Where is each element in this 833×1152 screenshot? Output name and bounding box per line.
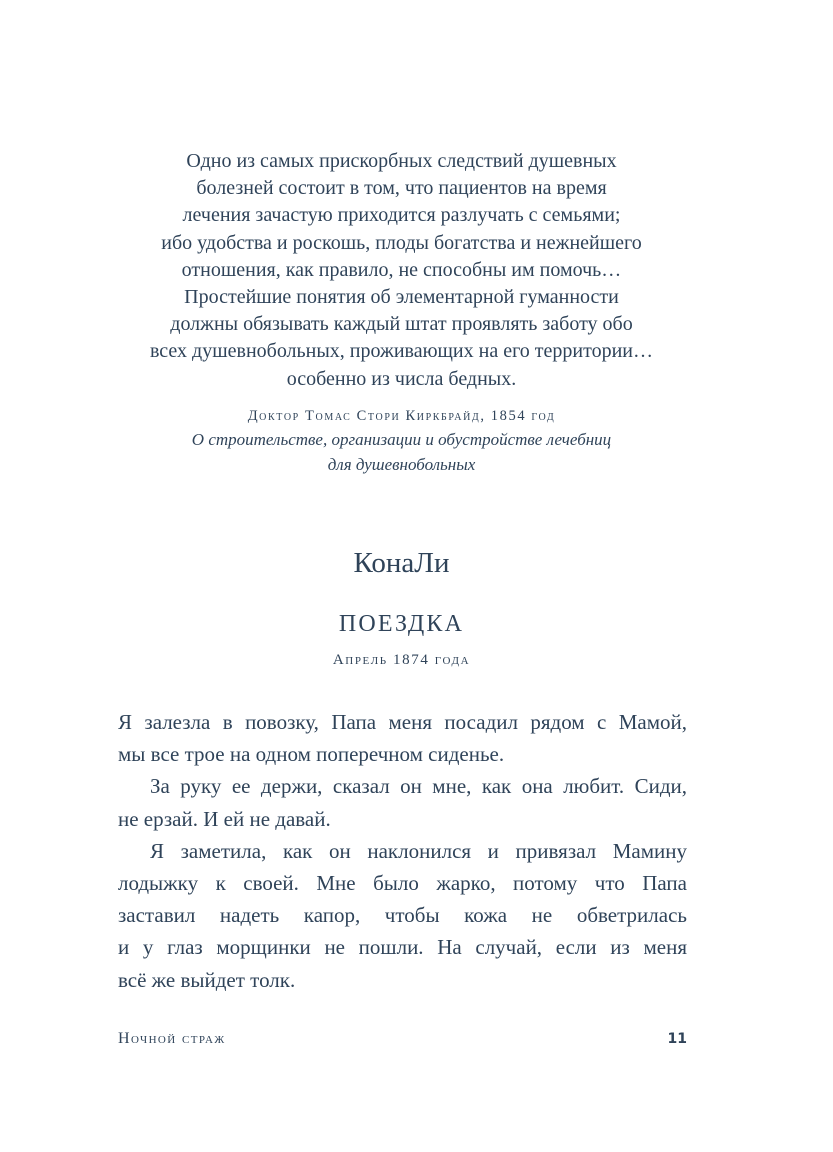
body-line: всё же выйдет толк.	[118, 967, 296, 992]
epigraph-author: Доктор Томас Стори Киркбрайд, 1854 год	[247, 408, 556, 424]
body-line: Я залезла в повозку, Папа меня посадил рядом с Мамой,	[118, 710, 687, 734]
epigraph-line: отношения, как правило, не способны им помочь…	[181, 258, 622, 281]
body-line: За руку ее держи, сказал он мне, как она любит. Сиди,	[150, 774, 687, 799]
epigraph-line: ибо удобства и роскошь, плоды богатства и нежнейшего	[161, 231, 642, 254]
epigraph-line: Простейшие понятия об элементарной гуманности	[184, 286, 619, 309]
running-footer-title: Ночной страж	[118, 1030, 226, 1047]
epigraph-attribution	[100, 405, 703, 477]
epigraph-source-line: для душевнобольных	[327, 455, 476, 474]
body-line: не ерзай. И ей не давай.	[118, 806, 331, 831]
epigraph-source-line: О строительстве, организации и обустройстве лечебниц	[191, 430, 612, 449]
page-number: 11	[667, 1031, 687, 1047]
chapter-narrator: КонаЛи	[353, 547, 450, 579]
epigraph-line: всех душевнобольных, проживающих на его территории…	[149, 340, 653, 363]
epigraph-line: особенно из числа бедных.	[286, 367, 517, 390]
epigraph	[100, 148, 703, 393]
body-line: лодыжку к своей. Мне было жарко, потому что Папа	[118, 871, 687, 896]
epigraph-line: Одно из самых прискорбных следствий душевных	[186, 150, 617, 172]
chapter-date: Апрель 1874 года	[332, 652, 471, 668]
body-line: мы все трое на одном поперечном сиденье.	[118, 742, 505, 767]
body-text	[118, 706, 687, 996]
body-line: заставил надеть капор, чтобы кожа не обветрилась	[118, 903, 687, 928]
epigraph-line: лечения зачастую приходится разлучать с семьями;	[182, 204, 621, 227]
body-line: Я заметила, как он наклонился и привязал Мамину	[150, 838, 687, 863]
epigraph-line: болезней состоит в том, что пациентов на время	[196, 177, 607, 200]
body-line: и у глаз морщинки не пошли. На случай, если из меня	[118, 935, 687, 960]
chapter-title: ПОЕЗДКА	[338, 611, 465, 637]
epigraph-line: должны обязывать каждый штат проявлять заботу обо	[170, 313, 633, 336]
